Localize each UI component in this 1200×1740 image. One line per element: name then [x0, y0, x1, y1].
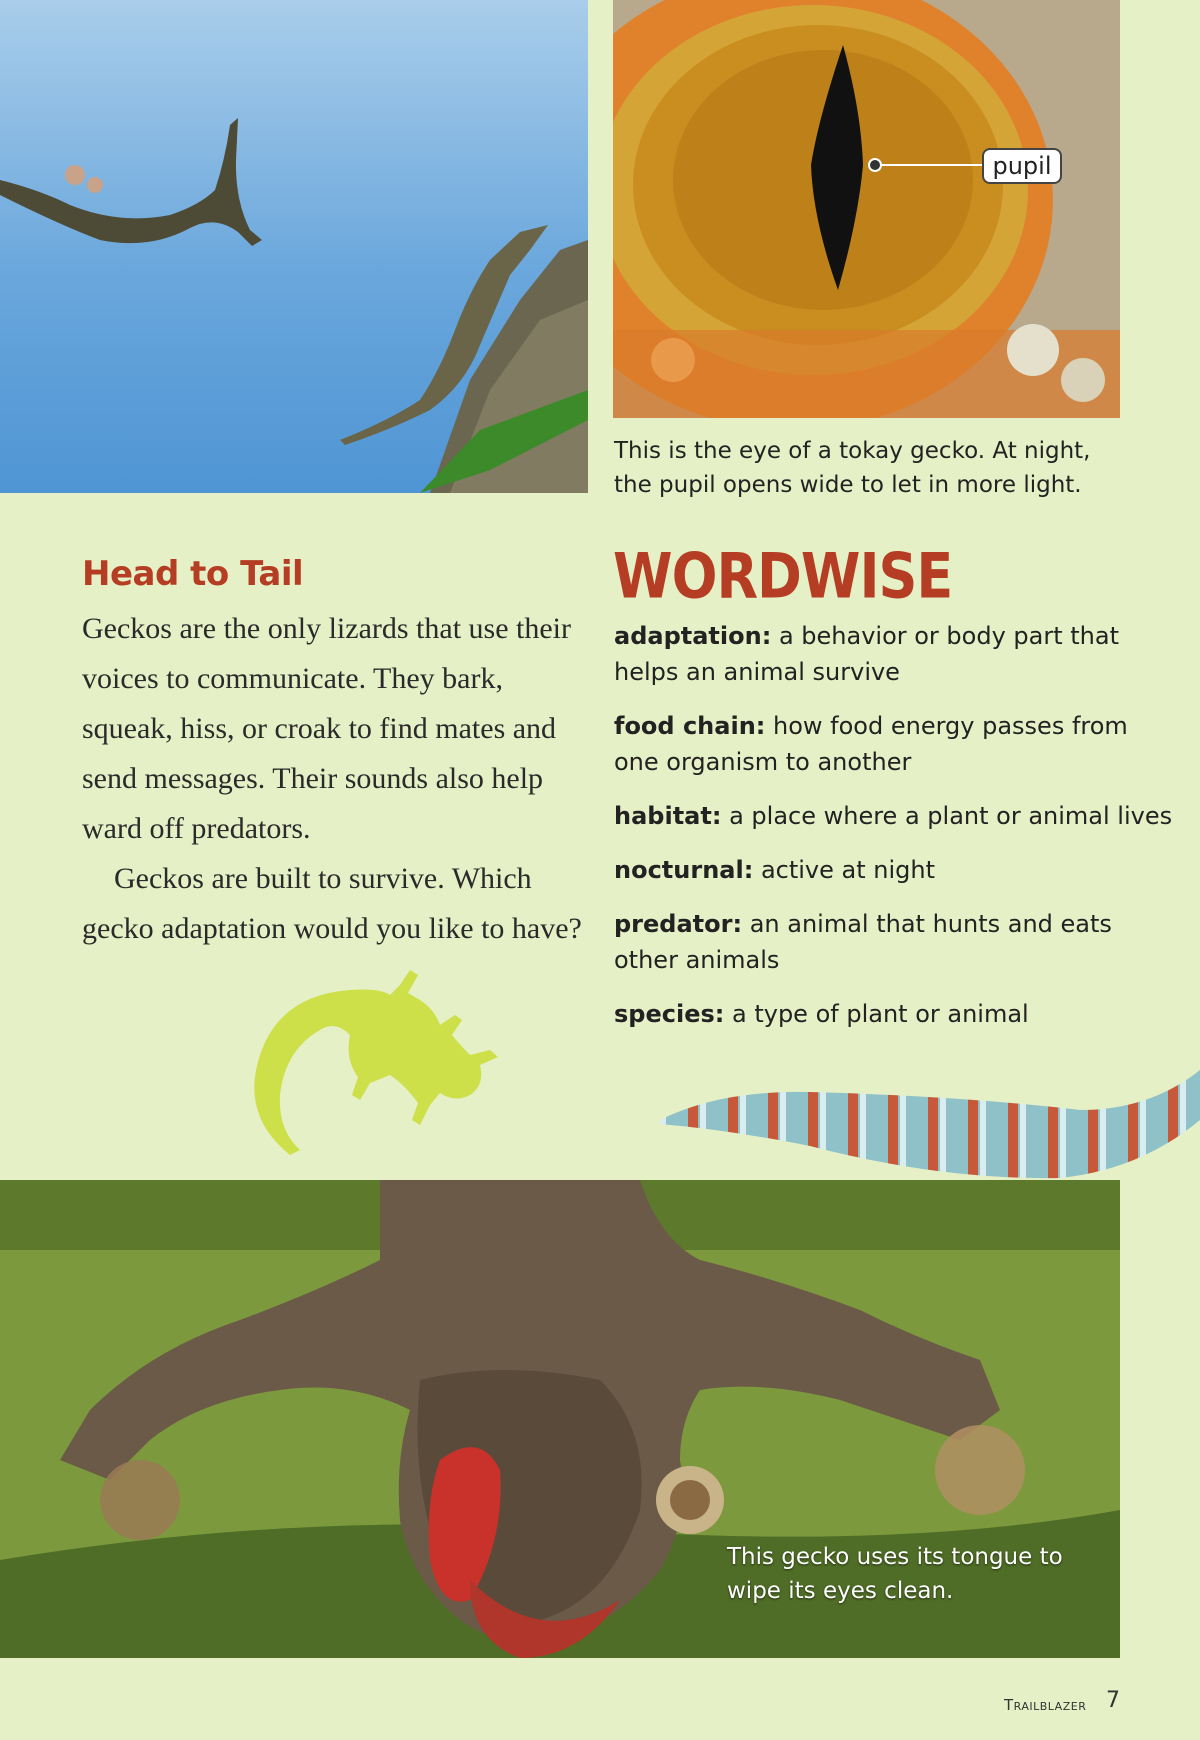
eye-caption: This is the eye of a tokay gecko. At night, the pupil opens wide to let in more light. [614, 438, 1091, 498]
glossary-term: species: [614, 1000, 725, 1028]
glossary-term: food chain: [614, 712, 766, 740]
glossary-term: habitat: [614, 802, 722, 830]
pupil-marker [868, 158, 882, 172]
glossary-definition: how food energy passes from one organism to another [614, 712, 1128, 776]
glossary-definition: an animal that hunts and eats other animals [614, 910, 1112, 974]
glossary-entry [614, 708, 1174, 780]
bottom-caption: This gecko uses its tongue to wipe its eyes clean. [727, 1544, 1063, 1604]
pupil-label: pupil [982, 148, 1062, 184]
glossary-entry [614, 996, 1174, 1032]
page-number: 7 [1106, 1688, 1120, 1713]
article-body [82, 604, 582, 954]
glossary-definition: a behavior or body part that helps an animal survive [614, 622, 1119, 686]
section-heading: Head to Tail [82, 554, 304, 594]
photo-tokay-eye [613, 0, 1120, 418]
glossary-entry [614, 798, 1174, 834]
glossary-definition: a place where a plant or animal lives [729, 802, 1173, 830]
glossary-definition: a type of plant or animal [732, 1000, 1029, 1028]
glossary-term: nocturnal: [614, 856, 754, 884]
article-paragraph: Geckos are built to survive. Which gecko adaptation would you like to have? [82, 862, 582, 945]
glossary-entry [614, 852, 1174, 888]
glossary-definition: active at night [760, 856, 936, 884]
glossary-term: predator: [614, 910, 743, 938]
gecko-silhouette-icon [240, 965, 540, 1165]
glossary-term: adaptation: [614, 622, 772, 650]
glossary-entry [614, 618, 1174, 690]
pupil-leader-line [874, 164, 984, 166]
photo-leaping-gecko [0, 0, 588, 493]
glossary-entry [614, 906, 1174, 978]
wordwise-title: WORDWISE [613, 540, 953, 613]
footer-brand: Trailblazer [1004, 1696, 1087, 1714]
gecko-tail-image [660, 1050, 1200, 1200]
article-paragraph: Geckos are the only lizards that use their voices to communicate. They bark, squeak, hiss, or croak to find mates and send messages. Their sounds also help ward off predators. [82, 612, 571, 845]
glossary-list [614, 618, 1174, 1050]
